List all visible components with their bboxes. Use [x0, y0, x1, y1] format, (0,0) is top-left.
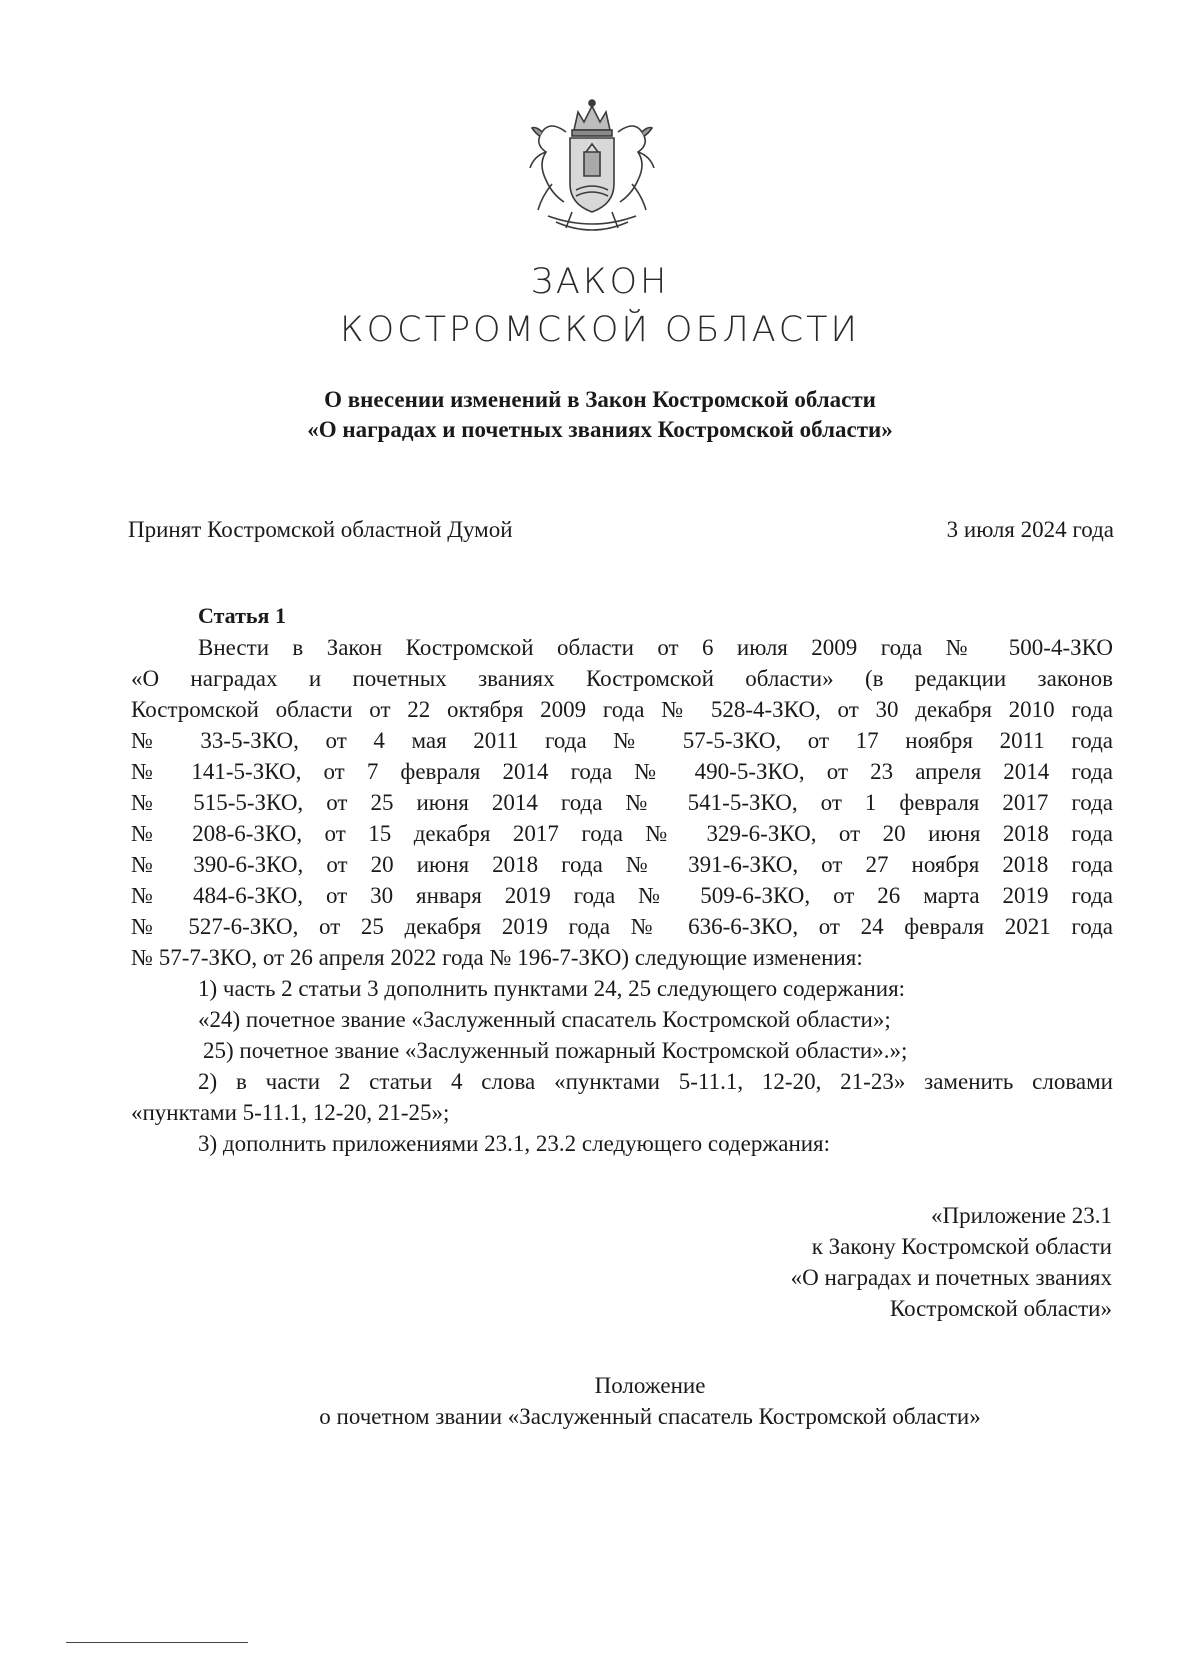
law-region: КОСТРОМСКОЙ ОБЛАСТИ — [340, 310, 860, 350]
article-heading: Статья 1 — [198, 603, 286, 628]
body-line: № 390-6-ЗКО, от 20 июня 2018 года № 391-6-ЗКО, от 27 ноября 2018 года — [131, 852, 1113, 877]
article-body — [131, 632, 1113, 1159]
body-line: № 208-6-ЗКО, от 15 декабря 2017 года № 329-6-ЗКО, от 20 июня 2018 года — [131, 821, 1113, 846]
body-line: № 57-7-ЗКО, от 26 апреля 2022 года № 196-7-ЗКО) следующие изменения: — [131, 945, 863, 970]
item-1-quote-1: «24) почетное звание «Заслуженный спасатель Костромской области»; — [198, 1007, 891, 1032]
adopted-by: Принят Костромской областной Думой — [128, 517, 513, 542]
regulation-subheading: о почетном звании «Заслуженный спасатель Костромской области» — [319, 1404, 981, 1429]
item-1-quote-2: 25) почетное звание «Заслуженный пожарный Костромской области».»; — [203, 1038, 908, 1063]
law-subtitle-line1: О внесении изменений в Закон Костромской области — [324, 387, 876, 412]
item-3: 3) дополнить приложениями 23.1, 23.2 следующего содержания: — [198, 1131, 831, 1156]
law-title: ЗАКОН — [530, 262, 670, 302]
body-line: Внести в Закон Костромской области от 6 июля 2009 года № 500-4-ЗКО — [198, 635, 1113, 660]
body-line: № 141-5-ЗКО, от 7 февраля 2014 года № 490-5-ЗКО, от 23 апреля 2014 года — [131, 759, 1113, 784]
appendix-line: Костромской области» — [889, 1296, 1112, 1321]
body-line: № 484-6-ЗКО, от 30 января 2019 года № 509-6-ЗКО, от 26 марта 2019 года — [131, 883, 1113, 908]
appendix-line: «О наградах и почетных званиях — [790, 1265, 1112, 1290]
adopted-date: 3 июля 2024 года — [946, 517, 1114, 542]
item-1: 1) часть 2 статьи 3 дополнить пунктами 24, 25 следующего содержания: — [198, 976, 906, 1001]
law-subtitle-line2: «О наградах и почетных званиях Костромской области» — [307, 417, 893, 442]
body-line: № 515-5-ЗКО, от 25 июня 2014 года № 541-5-ЗКО, от 1 февраля 2017 года — [131, 790, 1113, 815]
item-2-line-1: 2) в части 2 статьи 4 слова «пунктами 5-11.1, 12-20, 21-23» заменить словами — [198, 1069, 1113, 1094]
appendix-line: к Закону Костромской области — [811, 1234, 1112, 1259]
regulation-heading: Положение — [594, 1373, 706, 1398]
body-line: «О наградах и почетных званиях Костромской области» (в редакции законов — [131, 666, 1113, 691]
body-line: Костромской области от 22 октября 2009 года № 528-4-ЗКО, от 30 декабря 2010 года — [131, 697, 1113, 722]
item-2-line-2: «пунктами 5-11.1, 12-20, 21-25»; — [131, 1100, 450, 1125]
footnote-divider — [66, 1642, 248, 1643]
appendix-header — [791, 1200, 1112, 1324]
body-line: № 33-5-ЗКО, от 4 мая 2011 года № 57-5-ЗКО, от 17 ноября 2011 года — [131, 728, 1113, 753]
body-line: № 527-6-ЗКО, от 25 декабря 2019 года № 636-6-ЗКО, от 24 февраля 2021 года — [131, 914, 1113, 939]
appendix-line: «Приложение 23.1 — [931, 1203, 1112, 1228]
coat-of-arms-emblem — [512, 92, 672, 242]
